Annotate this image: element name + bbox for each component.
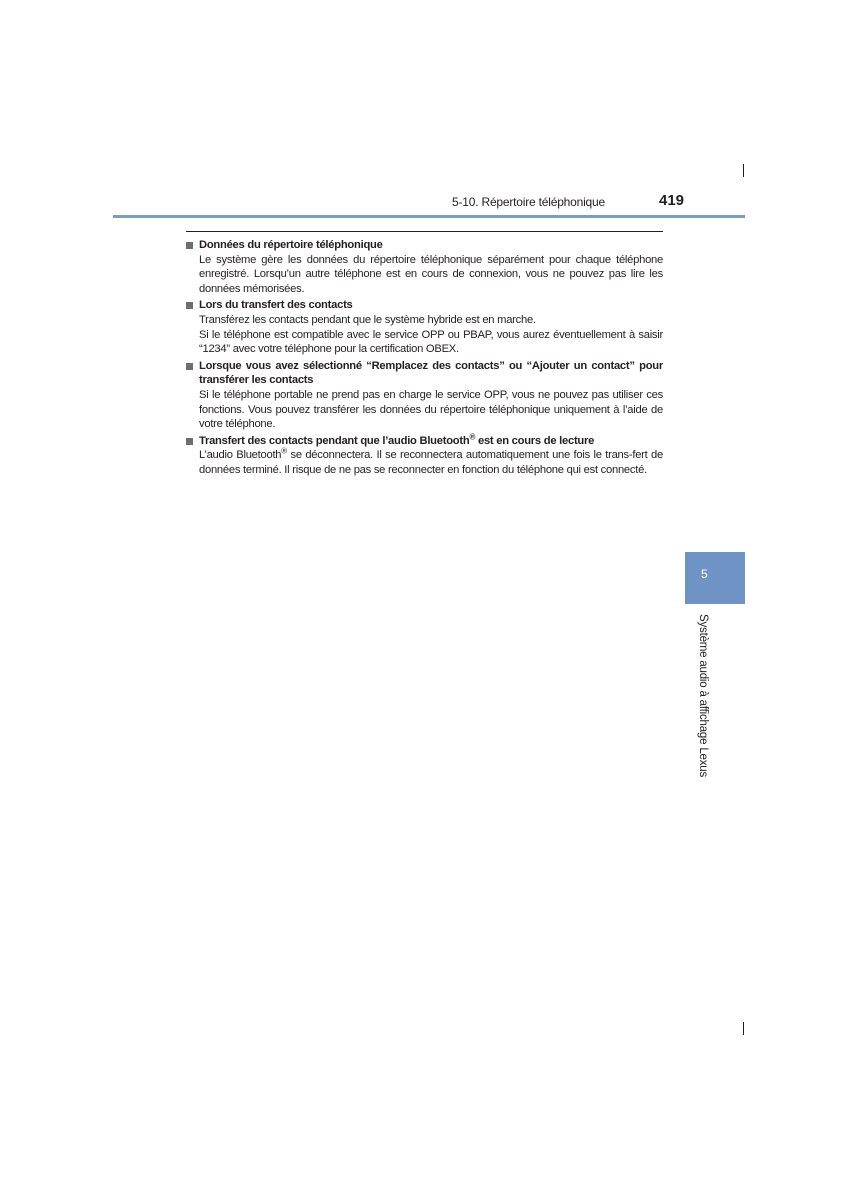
- page-content: [186, 237, 663, 480]
- note-paragraph: Si le téléphone est compatible avec le service OPP ou PBAP, vous aurez éventuellement à saisir “1234” avec votre téléphone pour la certification OBEX.: [199, 328, 663, 356]
- note-body: [186, 253, 663, 297]
- note-paragraph: Le système gère les données du répertoire téléphonique séparément pour chaque téléphone enregistré. Lorsqu’un autre téléphone est en cours de connexion, vous ne pouvez pas lire les données mémorisées.: [199, 253, 663, 295]
- note-item: [186, 359, 663, 432]
- square-bullet-icon: [186, 363, 193, 370]
- running-header: [0, 190, 848, 220]
- paragraph-text-part: L’audio Bluetooth: [199, 449, 282, 462]
- header-rule: [113, 215, 745, 218]
- note-heading-text: [199, 431, 663, 449]
- note-heading: [186, 238, 663, 253]
- note-item: [186, 431, 663, 478]
- section-title: 5-10. Répertoire téléphonique: [452, 195, 605, 209]
- heading-text-part: est en cours de lecture: [475, 434, 595, 447]
- chapter-label: Système audio à affichage Lexus: [697, 614, 709, 778]
- chapter-tab: [685, 552, 745, 604]
- note-paragraph: Transférez les contacts pendant que le système hybride est en marche.: [199, 313, 536, 326]
- note-body: [186, 313, 663, 357]
- heading-text-part: Transfert des contacts pendant que l’audio Bluetooth: [199, 434, 470, 447]
- square-bullet-icon: [186, 242, 193, 249]
- note-heading: [186, 298, 663, 313]
- note-heading: [186, 431, 663, 449]
- crop-mark-bottom: [743, 1022, 744, 1035]
- chapter-number: 5: [701, 567, 708, 581]
- note-item: [186, 238, 663, 296]
- registered-mark: ®: [281, 446, 287, 456]
- note-paragraph: Si le téléphone portable ne prend pas en charge le service OPP, vous ne pouvez pas utiliser ces fonctions. Vous pouvez transférer les données du répertoire téléphonique uniquement à l’aide de votre téléphone.: [199, 388, 663, 431]
- crop-mark-top: [743, 164, 744, 177]
- note-item: [186, 298, 663, 356]
- note-heading-text: Lors du transfert des contacts: [199, 299, 353, 312]
- paragraph-text-part: se déconnectera. Il se reconnectera automatiquement une fois le trans-fert de données terminé. Il risque de ne pas se reconnecter en fonction du téléphone qui est connecté.: [199, 449, 663, 476]
- note-body: [186, 448, 663, 477]
- note-paragraph: [199, 448, 663, 477]
- note-heading-text: Données du répertoire téléphonique: [199, 239, 383, 251]
- note-heading: [186, 359, 663, 388]
- registered-mark: ®: [469, 431, 476, 441]
- note-body: [186, 388, 663, 432]
- square-bullet-icon: [186, 302, 193, 309]
- square-bullet-icon: [186, 438, 193, 445]
- content-rule: [186, 231, 663, 232]
- page-number: 419: [659, 192, 685, 209]
- note-heading-text: Lorsque vous avez sélectionné “Remplacez des contacts” ou “Ajouter un contact” pour transférer les contacts: [199, 359, 663, 387]
